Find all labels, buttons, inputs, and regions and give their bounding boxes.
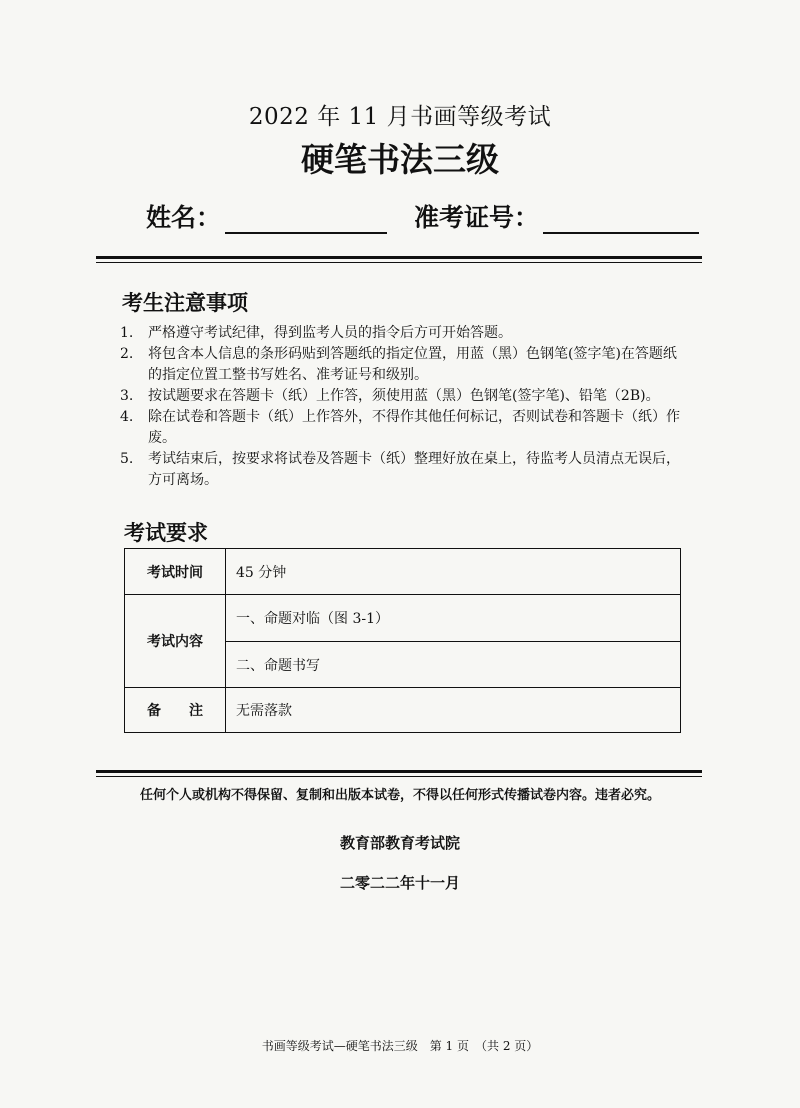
name-field [146, 198, 387, 234]
notes-heading: 考生注意事项 [122, 291, 248, 315]
time-value: 45 分钟 [226, 549, 681, 595]
footer-divider [96, 770, 702, 777]
header-divider [96, 256, 702, 263]
name-label: 姓名： [146, 203, 222, 232]
notes-item-number: 4. [120, 409, 134, 425]
issuer: 教育部教育考试院 [339, 834, 460, 852]
content-item: 二、命题书写 [226, 642, 681, 688]
notes-item-number: 2. [120, 346, 134, 362]
table-row [125, 688, 681, 733]
requirements-heading: 考试要求 [124, 521, 208, 545]
notes-item-text: 严格遵守考试纪律，得到监考人员的指令后方可开始答题。 [148, 325, 512, 341]
notes-item-text: 按试题要求在答题卡（纸）上作答，须使用蓝（黑）色钢笔(签字笔)、铅笔（2B)。 [148, 388, 660, 404]
name-blank-line [225, 206, 387, 234]
notes-item-number: 5. [120, 451, 134, 467]
table-row [125, 595, 681, 642]
time-label: 考试时间 [125, 549, 226, 595]
page-footer: 书画等级考试—硬笔书法三级 第 1 页 （共 2 页） [261, 1039, 539, 1053]
content-item: 一、命题对临（图 3-1） [226, 595, 681, 642]
remark-value: 无需落款 [226, 688, 681, 733]
requirements-table [124, 548, 681, 733]
issue-date: 二零二二年十一月 [339, 874, 460, 892]
copyright-notice: 任何个人或机构不得保留、复制和出版本试卷，不得以任何形式传播试卷内容。违者必究。 [139, 788, 660, 803]
notes-item [120, 323, 690, 344]
notes-item-number: 1. [120, 325, 134, 341]
notes-item [120, 386, 690, 407]
remark-label: 备 注 [125, 688, 226, 733]
exam-title: 2022 年 11 月书画等级考试 [248, 104, 552, 130]
notes-item [120, 407, 690, 449]
exam-id-blank-line [543, 206, 699, 234]
notes-item [120, 449, 690, 491]
notes-item-text: 除在试卷和答题卡（纸）上作答外，不得作其他任何标记，否则试卷和答题卡（纸）作废。 [148, 409, 680, 446]
notes-item-text: 考试结束后，按要求将试卷及答题卡（纸）整理好放在桌上，待监考人员清点无误后，方可离场。 [148, 451, 680, 488]
table-row [125, 549, 681, 595]
exam-id-field [414, 198, 699, 234]
notes-item-text: 将包含本人信息的条形码贴到答题纸的指定位置，用蓝（黑）色钢笔(签字笔)在答题纸的指定位置工整书写姓名、准考证号和级别。 [148, 346, 677, 383]
notes-item-number: 3. [120, 388, 134, 404]
exam-level-title: 硬笔书法三级 [301, 140, 499, 179]
content-label: 考试内容 [125, 595, 226, 688]
exam-id-label: 准考证号： [414, 203, 540, 232]
notes-item [120, 344, 690, 386]
notes-list [120, 323, 690, 491]
